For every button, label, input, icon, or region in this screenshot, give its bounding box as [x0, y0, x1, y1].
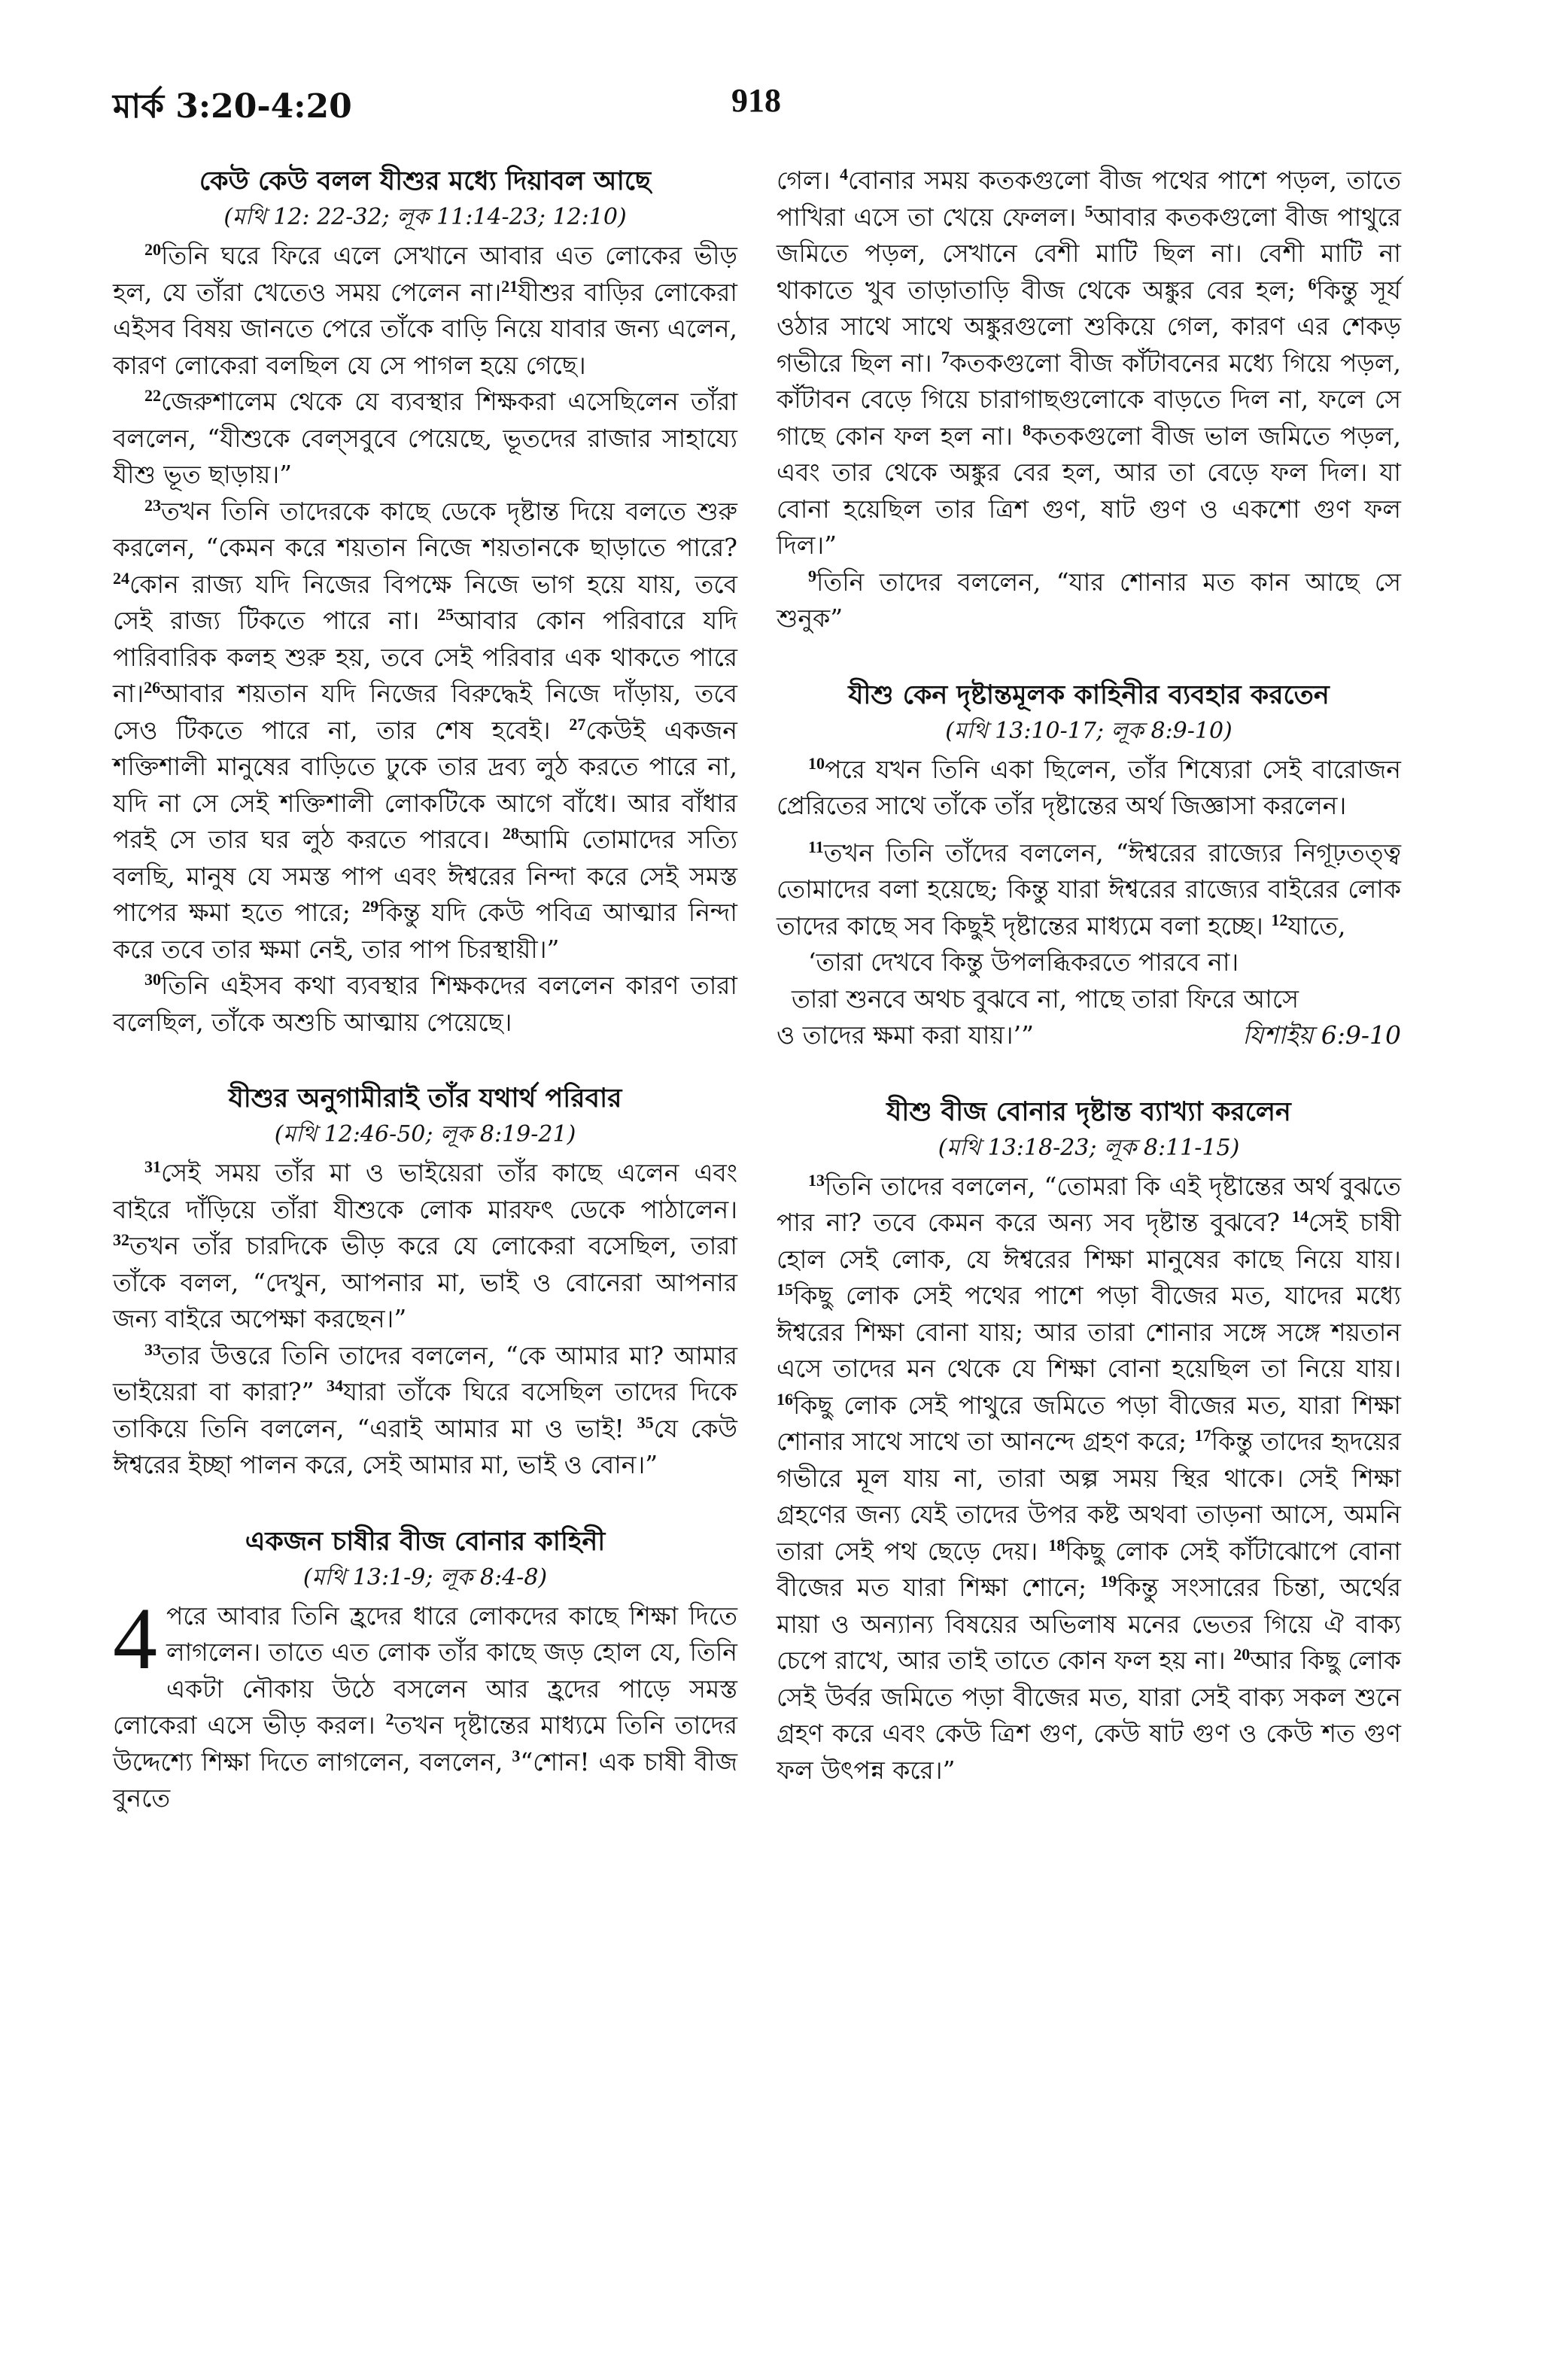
verse-text: আবার কতকগুলো বীজ পাথুরে জমিতে পড়ল, সেখানে বেশী মাটি ছিল না। বেশী মাটি না থাকাতে খুব তাড়াতাড়ি বীজ থেকে অঙ্কুর বের হল; [777, 202, 1401, 305]
verse-text: কিছু লোক সেই কাঁটাঝোপে বোনা বীজের মত যারা শিক্ষা শোনে; [777, 1536, 1401, 1602]
verse-text: যাতে, [1287, 910, 1346, 941]
verse-text: কিছু লোক সেই পথের পাশে পড়া বীজের মত, যাদের মধ্যে ঈশ্বরের শিক্ষা বোনা যায়; আর তারা শোনার সঙ্গে সঙ্গে শয়তান এসে তাদের মন থেকে যে শিক্ষা বোনা হয়েছিল তা নিয়ে যায়। [777, 1281, 1401, 1383]
section-heading: যীশু বীজ বোনার দৃষ্টান্ত ব্যাখ্যা করলেন [886, 1096, 1291, 1127]
verse-text: কিন্তু যদি কেউ পবিত্র আত্মার নিন্দা করে তবে তার ক্ষমা নেই, তার পাপ চিরস্থায়ী।” [113, 898, 737, 964]
verse-number: 20 [144, 240, 161, 259]
verse-text: কিন্তু তাদের হৃদয়ের গভীরে মূল যায় না, তারা অল্প সময় স্থির থাকে। সেই শিক্ষা গ্রহণের জন্য যেই তাদের উপর কষ্ট অথবা তাড়না আসে, অমনি তারা সেই পথ ছেড়ে দেয়। [777, 1427, 1401, 1566]
verse-number: 30 [144, 970, 161, 989]
verse-paragraph [777, 752, 1401, 825]
section-heading: যীশুর অনুগামীরাই তাঁর যথার্থ পরিবার [228, 1083, 622, 1114]
verse-number: 15 [777, 1280, 793, 1299]
verse-text: কিন্তু সংসারের চিন্তা, অর্থের মায়া ও অন্যান্য বিষয়ের অভিলাষ মনের ভেতর গিয়ে ঐ বাক্য চেপে রাখে, আর তাই তাতে কোন ফল হয় না। [777, 1573, 1401, 1675]
page-number: 918 [731, 82, 781, 119]
verse-paragraph [113, 384, 737, 494]
verse-number: 8 [1022, 420, 1031, 439]
verse-text: গেল। [777, 166, 831, 195]
verse-text: পরে যখন তিনি একা ছিলেন, তাঁর শিষ্যেরা সেই বারোজন প্রেরিতের সাথে তাঁকে তাঁর দৃষ্টান্তের অর্থ জিজ্ঞাসা করলেন। [777, 754, 1401, 820]
verse-number: 21 [501, 276, 518, 296]
verse-text: তখন তিনি তাদেরকে কাছে ডেকে দৃষ্টান্ত দিয়ে বলতে শুরু করলেন, “কেমন করে শয়তান নিজে শয়তানকে ছাড়াতে পারে? [113, 496, 737, 562]
verse-text: আবার শয়তান যদি নিজের বিরুদ্ধেই নিজে দাঁড়ায়, তবে সেও টিকতে পারে না, তার শেষ হবেই। [113, 679, 737, 745]
section-spacer [777, 637, 1401, 676]
cross-reference: (মথি 12:46-50; লূক 8:19-21) [274, 1121, 576, 1147]
verse-number: 29 [362, 897, 379, 916]
verse-text: তখন দৃষ্টান্তের মাধ্যমে তিনি তাদের উদ্দেশ্যে শিক্ষা দিতে লাগলেন, বললেন, [113, 1710, 737, 1777]
section-spacer [777, 1054, 1401, 1093]
verse-number: 2 [385, 1710, 394, 1728]
left-column [113, 163, 737, 1817]
verse-text: তিনি ঘরে ফিরে এলে সেখানে আবার এত লোকের ভীড় হল, যে তাঁরা খেতেও সময় পেলেন না। [113, 241, 737, 307]
verse-paragraph [113, 494, 737, 968]
verse-number: 12 [1271, 910, 1288, 929]
verse-text: তখন তাঁর চারদিকে ভীড় করে যে লোকেরা বসেছিল, তারা তাঁকে বলল, “দেখুন, আপনার মা, ভাই ও বোনেরা আপনার জন্য বাইরে অপেক্ষা করছেন।” [113, 1231, 737, 1333]
cross-reference: (মথি 13:18-23; লূক 8:11-15) [938, 1134, 1240, 1161]
verse-number: 9 [808, 566, 816, 585]
verse-number: 22 [144, 386, 161, 405]
verse-number: 11 [808, 837, 824, 856]
section-heading: একজন চাষীর বীজ বোনার কাহিনী [245, 1525, 606, 1557]
verse-text: যীশুর বাড়ির লোকেরা এইসব বিষয় জানতে পেরে তাঁকে বাড়ি নিয়ে যাবার জন্য এলেন, কারণ লোকেরা বলছিল যে সে পাগল হয়ে গেছে। [113, 277, 737, 380]
verse-text: তার উত্তরে তিনি তাদের বললেন, “কে আমার মা? আমার ভাইয়েরা বা কারা?” [113, 1340, 737, 1406]
verse-number: 33 [144, 1339, 161, 1359]
verse-paragraph [113, 1588, 737, 1817]
verse-text: আর কিছু লোক সেই উর্বর জমিতে পড়া বীজের মত, যারা সেই বাক্য সকল শুনে গ্রহণ করে এবং কেউ ত্রিশ গুণ, কেউ ষাট গুণ ও কেউ শত গুণ ফল উৎপন্ন করে।” [777, 1646, 1402, 1785]
verse-text: কতকগুলো বীজ কাঁটাবনের মধ্যে গিয়ে পড়ল, কাঁটাবন বেড়ে গিয়ে চারাগাছগুলোকে বাড়তে দিল না, ফলে সে গাছে কোন ফল হল না। [777, 348, 1401, 451]
verse-text: কতকগুলো বীজ ভাল জমিতে পড়ল, এবং তার থেকে অঙ্কুর বের হল, আর তা বেড়ে ফল দিল। যা বোনা হয়েছিল তার ত্রিশ গুণ, ষাট গুণ ও একশো গুণ ফল দিল।” [777, 421, 1402, 560]
verse-text: কিছু লোক সেই পাথুরে জমিতে পড়া বীজের মত, যারা শিক্ষা শোনার সাথে সাথে তা আনন্দে গ্রহণ করে; [777, 1390, 1401, 1456]
verse-paragraph [777, 835, 1401, 945]
poetry-line: ‘তারা দেখবে কিন্তু উপলব্ধিকরতে পারবে না। [808, 947, 1239, 977]
verse-text: তিনি এইসব কথা ব্যবস্থার শিক্ষকদের বললেন কারণ তারা বলেছিল, তাঁকে অশুচি আত্মায় পেয়েছে। [113, 971, 737, 1037]
verse-number: 27 [569, 714, 586, 734]
verse-number: 19 [1100, 1572, 1117, 1591]
verse-number: 10 [808, 753, 825, 773]
verse-paragraph [113, 1338, 737, 1484]
verse-text: তিনি তাদের বললেন, “যার শোনার মত কান আছে সে শুনুক” [777, 567, 1401, 633]
verse-number: 24 [113, 568, 129, 588]
verse-paragraph [777, 1169, 1401, 1789]
section-spacer [113, 1484, 737, 1523]
verse-number: 26 [144, 678, 161, 697]
verse-number: 6 [1308, 274, 1317, 293]
verse-text: কোন রাজ্য যদি নিজের বিপক্ষে নিজে ভাগ হয়ে যায়, তবে সেই রাজ্য টিকতে পারে না। [113, 569, 737, 635]
section-heading: যীশু কেন দৃষ্টান্তমূলক কাহিনীর ব্যবহার করতেন [848, 679, 1330, 710]
poetry-line [777, 1017, 1401, 1054]
verse-number: 25 [437, 605, 454, 624]
verse-text: যে কেউ ঈশ্বরের ইচ্ছা পালন করে, সেই আমার মা, ভাই ও বোন।” [113, 1413, 737, 1479]
verse-text: সেই সময় তাঁর মা ও ভাইয়েরা তাঁর কাছে এলেন এবং বাইরে দাঁড়িয়ে তাঁরা যীশুকে লোক মারফৎ ডেকে পাঠালেন। [113, 1158, 737, 1224]
verse-number: 20 [1233, 1645, 1251, 1664]
verse-text: “শোন! এক চাষী বীজ বুনতে [113, 1746, 737, 1813]
verse-text: পরে আবার তিনি হ্রদের ধারে লোকদের কাছে শিক্ষা দিতে লাগলেন। তাতে এত লোক তাঁর কাছে জড় হোল যে, তিনি একটা নৌকায় উঠে বসলেন আর হ্রদের পাড়ে সমস্ত লোকেরা এসে ভীড় করল। [113, 1600, 737, 1740]
verse-number: 31 [144, 1157, 161, 1176]
page-header [113, 81, 1428, 134]
verse-paragraph [113, 238, 737, 384]
right-column [777, 163, 1401, 1789]
verse-number: 32 [113, 1230, 129, 1249]
verse-text: জেরুশালেম থেকে যে ব্যবস্থার শিক্ষকরা এসেছিলেন তাঁরা বললেন, “যীশুকে বেল্সবুবে পেয়েছে, ভূতদের রাজার সাহায্যে যীশু ভূত ছাড়ায়।” [113, 387, 737, 489]
verse-paragraph [777, 564, 1401, 637]
verse-text: বোনার সময় কতকগুলো বীজ পথের পাশে পড়ল, তাতে পাখিরা এসে তা খেয়ে ফেলল। [777, 166, 1401, 232]
verse-number: 23 [144, 495, 161, 515]
verse-number: 35 [637, 1412, 654, 1432]
cross-reference: (মথি 13:1-9; লূক 8:4-8) [302, 1564, 548, 1591]
poetry-text: ও তাদের ক্ষমা করা যায়।’” [777, 1020, 1034, 1050]
verse-number: 18 [1048, 1535, 1065, 1555]
verse-text: তিনি তাদের বললেন, “তোমরা কি এই দৃষ্টান্তের অর্থ বুঝতে পার না? তবে কেমন করে অন্য সব দৃষ্টান্ত বুঝবে? [777, 1171, 1401, 1237]
verse-number: 4 [840, 165, 849, 184]
verse-paragraph [777, 163, 1401, 564]
verse-number: 7 [941, 347, 950, 366]
verse-number: 5 [1084, 201, 1093, 220]
verse-number: 28 [502, 824, 519, 843]
section-spacer [113, 1041, 737, 1080]
verse-text: আবার কোন পরিবারে যদি পারিবারিক কলহ শুরু হয়, তবে সেই পরিবার এক থাকতে পারে না। [113, 606, 737, 708]
verse-number: 3 [512, 1746, 521, 1765]
running-head-reference: মার্ক 3:20-4:20 [113, 87, 352, 126]
paragraph-spacer [777, 825, 1401, 835]
verse-number: 16 [777, 1389, 793, 1409]
verse-number: 13 [808, 1170, 825, 1190]
verse-number: 34 [326, 1376, 343, 1395]
poetry-line: তারা শুনবে অথচ বুঝবে না, পাছে তারা ফিরে আসে [792, 983, 1299, 1014]
verse-number: 17 [1194, 1426, 1211, 1445]
cross-reference: (মথি 13:10-17; লূক 8:9-10) [945, 717, 1232, 744]
verse-text: কিন্তু সূর্য ওঠার সাথে সাথে অঙ্কুরগুলো শুকিয়ে গেল, কারণ এর শেকড় গভীরে ছিল না। [777, 275, 1402, 378]
verse-text: তখন তিনি তাঁদের বললেন, “ঈশ্বরের রাজ্যের নিগূঢ়তত্ত্ব তোমাদের বলা হয়েছে; কিন্তু যারা ঈশ্বরের রাজ্যের বাইরের লোক তাদের কাছে সব কিছুই দৃষ্টান্তের মাধ্যমে বলা হচ্ছে। [777, 837, 1401, 941]
verse-text: আমি তোমাদের সত্যি বলছি, মানুষ যে সমস্ত পাপ এবং ঈশ্বরের নিন্দা করে সেই সমস্ত পাপের ক্ষমা হতে পারে; [113, 825, 737, 927]
quotation-reference: যিশাইয় 6:9-10 [1242, 1020, 1401, 1050]
verse-text: যারা তাঁকে ঘিরে বসেছিল তাদের দিকে তাকিয়ে তিনি বললেন, “এরাই আমার মা ও ভাই! [113, 1377, 737, 1443]
cross-reference: (মথি 12: 22-32; লূক 11:14-23; 12:10) [223, 204, 627, 230]
verse-number: 14 [1291, 1207, 1308, 1226]
verse-text: কেউই একজন শক্তিশালী মানুষের বাড়িতে ঢুকে তার দ্রব্য লুঠ করতে পারে না, যদি না সে সেই শক্তিশালী লোকটিকে আগে বাঁধে। আর বাঁধার পরই সে তার ঘর লুঠ করতে পারবে। [113, 715, 738, 854]
verse-text: সেই চাষী হোল সেই লোক, যে ঈশ্বরের শিক্ষা মানুষের কাছে নিয়ে যায়। [777, 1208, 1402, 1274]
chapter-number: 4 [113, 1588, 157, 1688]
section-heading: কেউ কেউ বলল যীশুর মধ্যে দিয়াবল আছে [199, 166, 652, 196]
verse-paragraph [113, 1155, 737, 1338]
verse-paragraph [113, 968, 737, 1041]
